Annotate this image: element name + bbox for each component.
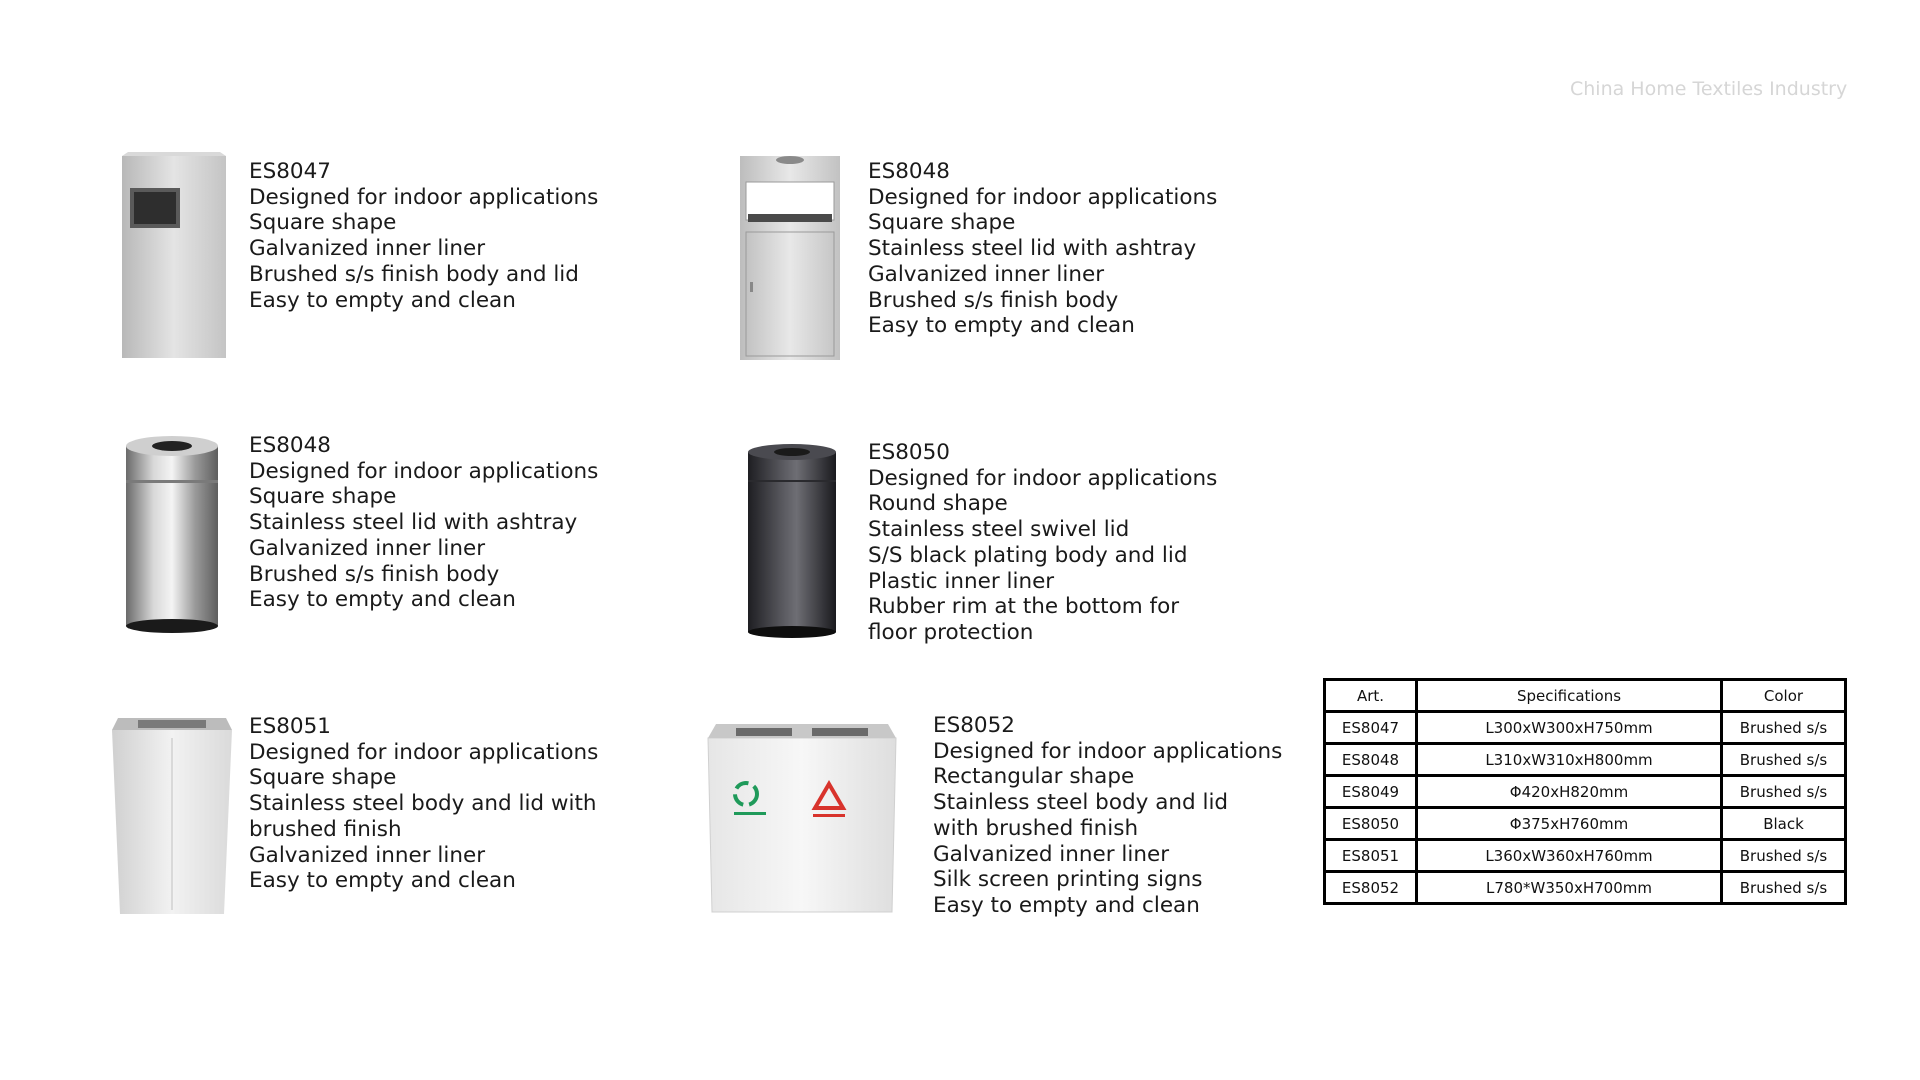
product-feature: Easy to empty and clean <box>249 287 516 313</box>
product-feature: Square shape <box>249 765 397 791</box>
product-code: ES8050 <box>868 440 950 465</box>
product-es8051 <box>249 714 659 894</box>
product-feature: Brushed s/s finish body <box>249 561 500 587</box>
product-feature: Easy to empty and clean <box>868 313 1135 339</box>
product-feature: Square shape <box>249 484 397 510</box>
cell-color: Brushed s/s <box>1722 776 1846 808</box>
cell-specifications: Φ375xH760mm <box>1417 808 1722 840</box>
product-es8047 <box>249 159 598 313</box>
product-feature: Designed for indoor applications <box>933 738 1283 764</box>
product-feature: Designed for indoor applications <box>249 458 599 484</box>
product-feature: Galvanized inner liner <box>868 261 1105 287</box>
product-feature: Brushed s/s finish body and lid <box>249 261 579 287</box>
product-image-es8051 <box>108 714 236 920</box>
product-image-es8050 <box>744 440 840 644</box>
product-code: ES8047 <box>249 159 331 184</box>
cell-specifications: L780*W350xH700mm <box>1417 872 1722 904</box>
product-feature: Square shape <box>249 210 397 236</box>
cell-specifications: Φ420xH820mm <box>1417 776 1722 808</box>
product-feature: Brushed s/s finish body <box>868 287 1119 313</box>
product-feature: Stainless steel body and lid with brushed finish <box>933 790 1229 841</box>
product-feature: Silk screen printing signs <box>933 867 1203 893</box>
cell-color: Brushed s/s <box>1722 744 1846 776</box>
product-feature: Stainless steel swivel lid <box>868 517 1130 543</box>
product-feature: Galvanized inner liner <box>933 841 1170 867</box>
column-header-art: Art. <box>1325 680 1417 712</box>
cell-color: Brushed s/s <box>1722 872 1846 904</box>
cell-art: ES8047 <box>1325 712 1417 744</box>
product-feature: Stainless steel body and lid with brushed finish <box>249 791 597 842</box>
product-es8052 <box>933 713 1283 919</box>
cell-specifications: L360xW360xH760mm <box>1417 840 1722 872</box>
product-feature: S/S black plating body and lid <box>868 542 1188 568</box>
cell-color: Brushed s/s <box>1722 840 1846 872</box>
cell-specifications: L300xW300xH750mm <box>1417 712 1722 744</box>
table-header-row <box>1325 680 1846 712</box>
cell-color: Brushed s/s <box>1722 712 1846 744</box>
product-es8048-ashtray <box>868 159 1217 339</box>
product-feature: Galvanized inner liner <box>249 236 486 262</box>
product-feature: Designed for indoor applications <box>868 465 1218 491</box>
product-feature: Easy to empty and clean <box>249 868 516 894</box>
product-code: ES8051 <box>249 714 331 739</box>
cell-art: ES8050 <box>1325 808 1417 840</box>
cell-art: ES8052 <box>1325 872 1417 904</box>
table-row <box>1325 872 1846 904</box>
product-feature: Designed for indoor applications <box>249 739 599 765</box>
product-es8050 <box>868 440 1228 646</box>
product-feature: Stainless steel lid with ashtray <box>249 510 578 536</box>
product-feature: Designed for indoor applications <box>249 184 599 210</box>
cell-specifications: L310xW310xH800mm <box>1417 744 1722 776</box>
table-row <box>1325 840 1846 872</box>
product-code: ES8048 <box>249 433 331 458</box>
product-image-es8052 <box>706 722 898 916</box>
product-feature: Square shape <box>868 210 1016 236</box>
product-feature: Plastic inner liner <box>868 568 1055 594</box>
product-feature: Galvanized inner liner <box>249 535 486 561</box>
spec-table <box>1323 678 1847 905</box>
table-row <box>1325 808 1846 840</box>
product-image-es8048-round <box>122 432 222 636</box>
watermark: China Home Textiles Industry <box>1570 78 1848 100</box>
table-row <box>1325 744 1846 776</box>
column-header-specifications: Specifications <box>1417 680 1722 712</box>
cell-art: ES8048 <box>1325 744 1417 776</box>
table-row <box>1325 776 1846 808</box>
table-row <box>1325 712 1846 744</box>
product-code: ES8048 <box>868 159 950 184</box>
cell-color: Black <box>1722 808 1846 840</box>
cell-art: ES8051 <box>1325 840 1417 872</box>
product-feature: Round shape <box>868 491 1008 517</box>
cell-art: ES8049 <box>1325 776 1417 808</box>
product-feature: Rubber rim at the bottom for floor protection <box>868 594 1180 645</box>
column-header-color: Color <box>1722 680 1846 712</box>
product-es8048-round <box>249 433 598 613</box>
product-feature: Easy to empty and clean <box>249 587 516 613</box>
product-image-es8047 <box>116 150 232 366</box>
product-image-es8048-ashtray <box>736 152 844 364</box>
product-feature: Stainless steel lid with ashtray <box>868 236 1197 262</box>
product-feature: Designed for indoor applications <box>868 184 1218 210</box>
product-feature: Easy to empty and clean <box>933 892 1200 918</box>
product-feature: Galvanized inner liner <box>249 842 486 868</box>
product-code: ES8052 <box>933 713 1015 738</box>
product-feature: Rectangular shape <box>933 764 1135 790</box>
